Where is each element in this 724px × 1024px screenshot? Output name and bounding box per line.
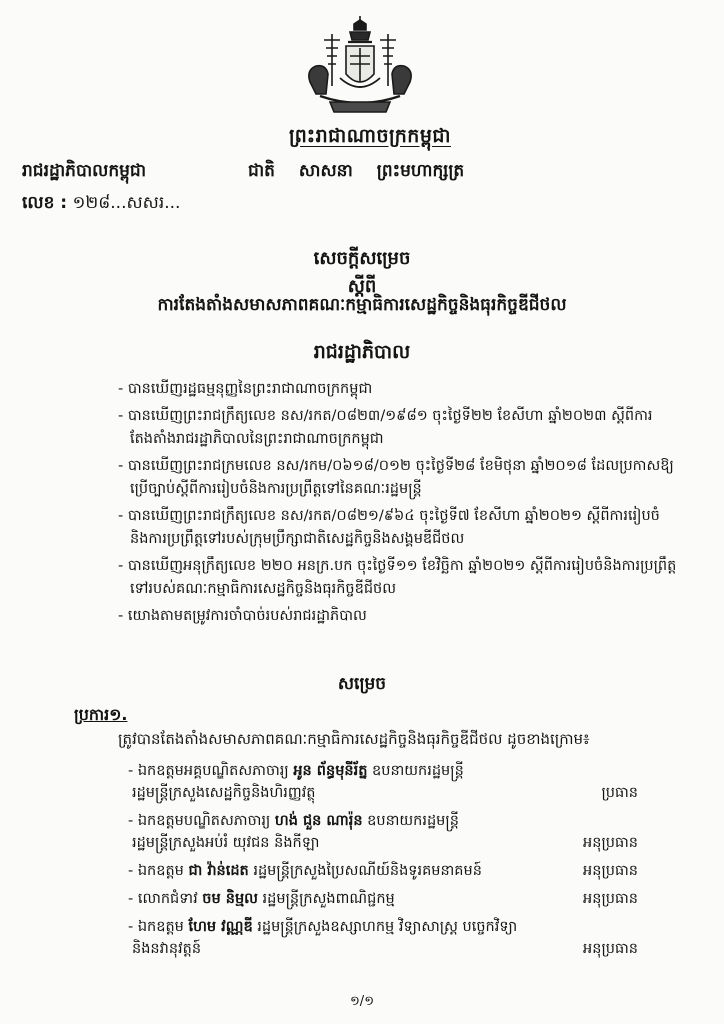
member-entry: [118, 810, 638, 854]
reference-label: លេខ :: [22, 193, 68, 213]
member-role: អនុប្រធាន: [583, 863, 638, 879]
legal-references-list: [118, 378, 678, 632]
member-role: ប្រធាន: [601, 785, 638, 801]
member-title: - ឯកឧត្តម: [128, 919, 189, 935]
reference-item: - បានឃើញរដ្ឋធម្មនុញ្ញនៃព្រះរាជាណាចក្រកម្ពុជា: [118, 381, 373, 397]
member-line-2: រដ្ឋមន្ត្រីក្រសួងសេដ្ឋកិច្ចនិងហិរញ្ញវត្ថុ: [132, 785, 316, 801]
reference-item: - បានឃើញព្រះរាជក្រឹត្យលេខ នស/រកត/០៨២៣/១៩៨១ ចុះថ្ងៃទី២២ ខែសីហា ឆ្នាំ២០២៣ ស្តីពីការតែងតាំងរាជរដ្ឋាភិបាលនៃព្រះរាជាណាចក្រកម្ពុជា: [118, 408, 653, 447]
page-number: ១/១: [349, 994, 375, 1009]
member-role: អនុប្រធាន: [583, 891, 638, 907]
reference-value: ១២៨...សសរ...: [67, 193, 181, 213]
member-line-1: [118, 888, 638, 910]
reference-item: - បានឃើញព្រះរាជក្រមលេខ នស/រកម/០៦១៨/០១២ ចុះថ្ងៃទី២៨ ខែមិថុនា ឆ្នាំ២០១៨ ដែលប្រកាសឱ្យប្រើច្បាប់ស្តីពីការរៀបចំនិងការប្រព្រឹត្តទៅនៃគណៈរដ្ឋមន្ត្រី: [118, 458, 674, 497]
member-role: អនុប្រធាន: [583, 835, 638, 851]
national-motto: ជាតិ សាសនា ព្រះមហាក្សត្រ: [248, 161, 465, 181]
member-title: - ឯកឧត្តមអគ្គបណ្ឌិតសភាចារ្យ: [128, 763, 294, 779]
member-line-1: [118, 810, 638, 832]
royal-coat-of-arms-icon: [296, 12, 424, 120]
member-entry: [118, 860, 638, 882]
subject-label: ស្តីពី: [347, 276, 377, 297]
member-post: ឧបនាយករដ្ឋមន្ត្រី: [362, 813, 459, 829]
member-line-1: [118, 860, 638, 882]
member-entry: [118, 888, 638, 910]
kingdom-name: ព្រះរាជាណាចក្រកម្ពុជា: [289, 125, 451, 147]
subject-title: ការតែងតាំងសមាសភាពគណៈកម្មាធិការសេដ្ឋកិច្ចនិងធុរកិច្ចឌីជីថល: [157, 295, 567, 315]
article-1-intro: ត្រូវបានតែងតាំងសមាសភាពគណៈកម្មាធិការសេដ្ឋកិច្ចនិងធុរកិច្ចឌីជីថល ដូចខាងក្រោម៖: [118, 730, 590, 748]
member-title: - ឯកឧត្តមបណ្ឌិតសភាចារ្យ: [128, 813, 275, 829]
member-title: - ឯកឧត្តម: [128, 863, 189, 879]
member-post: រដ្ឋមន្ត្រីក្រសួងប្រៃសណីយ៍និងទូរគមនាគមន៍: [248, 863, 482, 879]
member-name: អូន ព័ន្ធមុនីរ័ត្ន: [293, 763, 368, 779]
member-name: ជា វ៉ាន់ដេត: [188, 863, 249, 879]
article-1-label: ប្រការ១.: [74, 705, 128, 724]
member-name: ចម និម្មល: [202, 891, 258, 907]
committee-members-list: [118, 760, 638, 966]
member-line-2: និងនវានុវត្តន៍: [132, 941, 202, 957]
government-name: រាជរដ្ឋាភិបាលកម្ពុជា: [22, 161, 147, 181]
member-post: ឧបនាយករដ្ឋមន្ត្រី: [367, 763, 464, 779]
member-entry: [118, 916, 638, 960]
reference-item: - យោងតាមតម្រូវការចាំបាច់របស់រាជរដ្ឋាភិបាល: [118, 608, 367, 624]
member-line-1: [118, 916, 638, 938]
decision-heading: សម្រេច: [337, 674, 387, 694]
reference-item: - បានឃើញអនុក្រឹត្យលេខ ២២០ អនក្រ.បក ចុះថ្ងៃទី១១ ខែវិច្ឆិកា ឆ្នាំ២០២១ ស្តីពីការរៀបចំនិងការប្រព្រឹត្តទៅរបស់គណៈកម្មាធិការសេដ្ឋកិច្ចនិងធុរកិច្ចឌីជីថល: [118, 558, 677, 597]
member-name: ហែម វណ្ណឌី: [188, 919, 253, 935]
document-type-title: សេចក្តីសម្រេច: [313, 248, 411, 269]
member-line-2: រដ្ឋមន្ត្រីក្រសួងអប់រំ យុវជន និងកីឡា: [132, 835, 320, 851]
reference-item: - បានឃើញព្រះរាជក្រឹត្យលេខ នស/រកត/០៨២១/៩៦៤ ចុះថ្ងៃទី៧ ខែសីហា ឆ្នាំ២០២១ ស្តីពីការរៀបចំនិងការប្រព្រឹត្តទៅរបស់ក្រុមប្រឹក្សាជាតិសេដ្ឋកិច្ចនិងសង្គមឌីជីថល: [118, 508, 660, 547]
member-entry: [118, 760, 638, 804]
issuing-authority: រាជរដ្ឋាភិបាល: [313, 341, 411, 363]
reference-number: [22, 192, 180, 217]
member-name: ហង់ ជួន ណារ៉ុន: [274, 813, 363, 829]
member-post: រដ្ឋមន្ត្រីក្រសួងពាណិជ្ជកម្ម: [257, 891, 395, 907]
member-post: រដ្ឋមន្ត្រីក្រសួងឧស្សាហកម្ម វិទ្យាសាស្ត្រ បច្ចេកវិទ្យា: [252, 919, 518, 935]
member-title: - លោកជំទាវ: [128, 891, 203, 907]
member-line-1: [118, 760, 638, 782]
member-role: អនុប្រធាន: [583, 941, 638, 957]
